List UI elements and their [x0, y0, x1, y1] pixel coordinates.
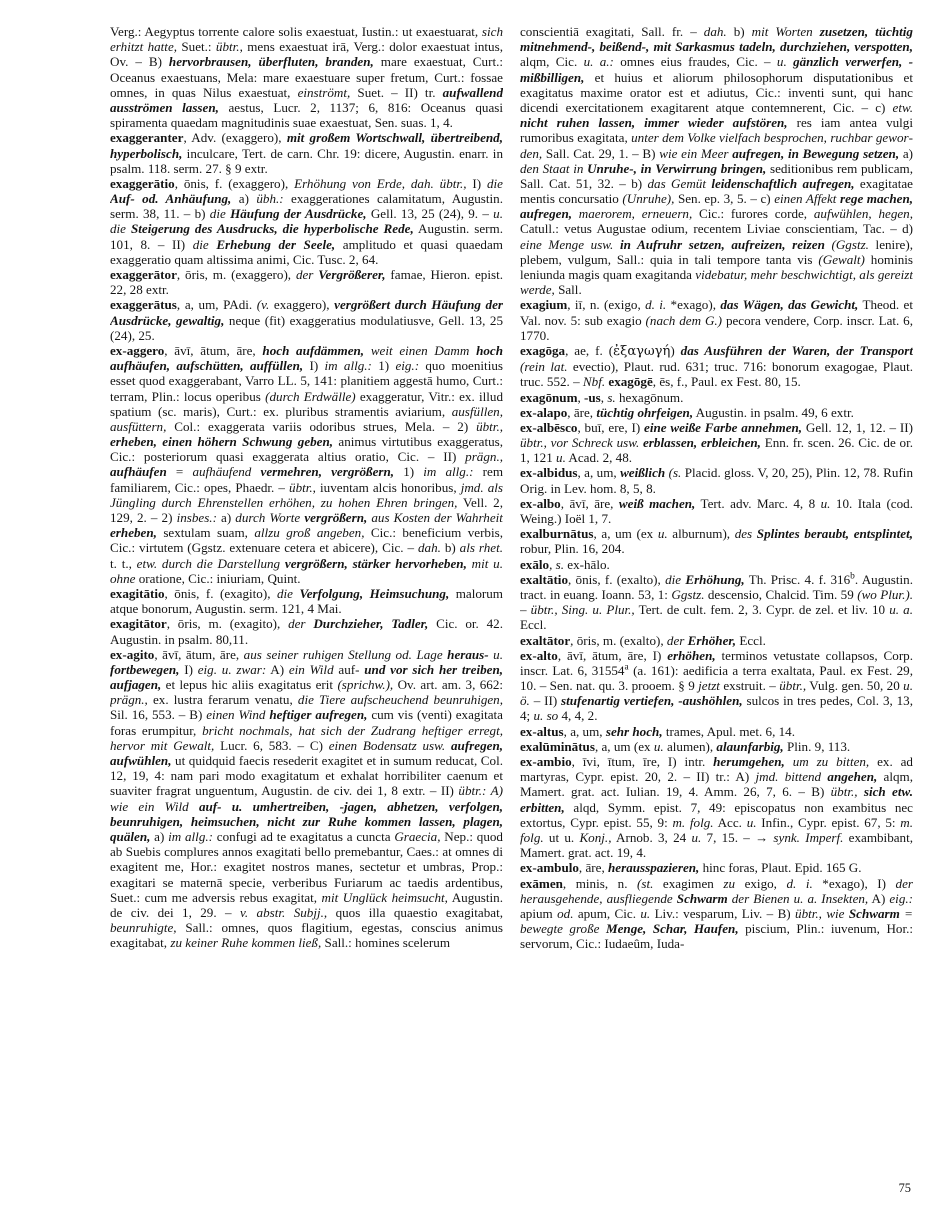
dictionary-entry: ex-ambulo, āre, herausspazieren, hinc foras, Plaut. Epid. 165 G. [520, 860, 862, 876]
dictionary-entry: ex-alto, āvī, ātum, āre, I) erhöhen, terminos vetustate collapsos, Corp. inscr. Lat. 6, 31554$^a$ (a. 161): aedificia a terra exaltata, Paul. ex Fest. 29, 10. – Sen. nat. qu. 3. prooem. § 9 jetzt exstruit. – übtr., Vulg. gen. 50, 20 u. ö. – II) stufenartig vertiefen, -aushöhlen, sulcos in tres pedes, Col. 3, 13, 4; u. so 4, 4, 2. [520, 647, 913, 724]
dictionary-entry: exaltātor, ōris, m. (exalto), der Erhöher, Eccl. [520, 632, 766, 648]
dictionary-entry: exaggeranter, Adv. (exaggero), mit großem Wortschwall, übertreibend, hyperbolisch, inculcare, Tert. de carn. Chr. 19: dicere, Augustin. enarr. in psalm. 118. serm. 27. § 9 extr. [110, 130, 503, 176]
left-column [110, 24, 503, 1176]
dictionary-entry: ex-aggero, āvī, ātum, āre, hoch aufdämmen, weit einen Damm hoch aufhäufen, aufschütten, auffüllen, I) im allg.: 1) eig.: quo moenitius esset quod exaggerabant, Varro LL. 5, 141: planitiem aggestā humo, Curt.: terram, Plin.: locus operibus (durch Erdwälle) exaggeratur, Vitr.: ex. illud spatium (sc. maris), Curt.: ex. pluribus stramentis aviarium, ausfüllen, ausfüttern, Col.: exaggerata variis odoribus strues, Mela. – 2) übtr., erheben, einen höhern Schwung geben, animus virtutibus exaggeratus, Cic.: posteriorum quasi exaggerata altius oratio, Cic. – II) prägn., aufhäufen = aufhäufend vermehren, vergrößern, 1) im allg.: rem familiarem, Cic.: opes, Phaedr. – übtr., iuventam alcis honoribus, jmd. als Jüngling durch Ehrenstellen erhöhen, zu hohen Ehren bringen, Vell. 2, 129, 2. – 2) insbes.: a) durch Worte vergrößern, aus Kosten der Wahrheit erheben, sextulam suam, allzu groß angeben, Cic.: beneficium verbis, Cic.: virtutem (Ggstz. extenuare cetera et abicere), Cic. – dah. b) als rhet. t. t., etw. durch die Darstellung vergrößern, stärker hervorheben, mit u. ohne oratione, Cic.: iniuriam, Quint. [110, 342, 503, 586]
dictionary-entry: exagōnum, -us, s. hexagōnum. [520, 389, 684, 405]
dictionary-entry: exaggerātus, a, um, PAdi. (v. exaggero), vergrößert durch Häufung der Ausdrücke, gewaltig, neque (fit) exaggeratius modulatiusve, Gell. 13, 25 (24), 25. [110, 297, 503, 343]
dictionary-entry: ex-albidus, a, um, weißlich (s. Placid. gloss. V, 20, 25), Plin. 12, 78. Rufin Orig. in Lev. hom. 8, 5, 8. [520, 465, 913, 496]
dictionary-entry: exagium, iī, n. (exigo, d. i. *exago), das Wägen, das Gewicht, Theod. et Val. nov. 5: sub exagio (nach dem G.) pecora vendere, Corp. inscr. Lat. 6, 1770. [520, 297, 913, 343]
dictionary-entry: exaltātio, ōnis, f. (exalto), die Erhöhung, Th. Prisc. 4. f. 316$^b$. Augustin. tract. in euang. Ioann. 53, 1: Ggstz. descensio, Chalcid. Tim. 59 (wo Plur.). – übtr., Sing. u. Plur., Tert. de cult. fem. 2, 3. Cypr. de zel. et liv. 10 u. a. Eccl. [520, 571, 913, 633]
dictionary-entry: exalūminātus, a, um (ex u. alumen), alaunfarbig, Plin. 9, 113. [520, 738, 851, 754]
dictionary-entry: ex-ambio, īvi, ītum, īre, I) intr. herumgehen, um zu bitten, ex. ad martyras, Cypr. epist. 20, 2. – II) tr.: A) jmd. bittend angehen, alqm, Mamert. grat. act. Iulian. 19, 4. Amm. 26, 7, 6. – B) übtr., sich etw. erbitten, alqd, Symm. epist. 7, 49: episcopatus non exambitus nec extortus, Cypr. epist. 55, 9: m. folg. Acc. u. Infin., Cypr. epist. 67, 5: m. folg. ut u. Konj., Arnob. 3, 24 u. 7, 15. – → synk. Imperf. exambibant, Mamert. grat. act. 19, 4. [520, 754, 913, 861]
page-columns [22, 24, 913, 1176]
dictionary-entry: ex-alapo, āre, tüchtig ohrfeigen, Augustin. in psalm. 49, 6 extr. [520, 404, 854, 420]
dictionary-entry: exalburnātus, a, um (ex u. alburnum), des Splintes beraubt, entsplintet, robur, Plin. 16, 204. [520, 526, 913, 557]
dictionary-entry: exagitātio, ōnis, f. (exagito), die Verfolgung, Heimsuchung, malorum atque bonorum, Augustin. serm. 121, 4 Mai. [110, 585, 503, 617]
dictionary-entry: ex-agito, āvī, ātum, āre, aus seiner ruhigen Stellung od. Lage heraus- u. fortbewegen, I) eig. u. zwar: A) ein Wild auf- und vor sich her treiben, aufjagen, et lepus hic aliis exagitatus erit (sprichw.), Ov. art. am. 3, 662: prägn., ex. lustra ferarum venatu, die Tiere aufscheuchend beunruhigen, Sil. 16, 553. – B) einen Wind heftiger aufregen, cum vis (venti) exagitata foras erumpitur, bricht nochmals, hat sich der Zudrang heftiger erregt, hervor mit Gewalt, Lucr. 6, 583. – C) einen Bodensatz usw. aufregen, aufwühlen, ut quidquid faecis resederit exagitet et in sumum reducat, Col. 12, 19, 4: nam pari modo exagitatum et exhalat horribiliter caenum et suaviter fragrat unguentum, Augustin. de civ. dei 1, 8 extr. – II) übtr.: A) wie ein Wild auf- u. umhertreiben, -jagen, abhetzen, verfolgen, beunruhigen, heimsuchen, nicht zur Ruhe kommen lassen, plagen, quälen, a) im allg.: confugi ad te exagitatus a cuncta Graecia, Nep.: quod ab Suebis complures annos exagitati bello premebantur, Caes.: at omnes di exagitent me, Hor.: exagitet nostros manes, sectetur et umbras, Prop.: exagitari se maternā specie, verberibus Furiarum ac taedis ardentibus, Suet.: cum me adversis rebus exagitat, mit Unglück heimsucht, Augustin. de civ. dei 1, 29. – v. abstr. Subjj., quos illa quaestio exagitabat, beunruhigte, Sall.: omnes, quos flagitium, egestas, conscius animus exagitabat, zu keiner Ruhe kommen ließ, Sall.: homines scelerum [110, 646, 503, 951]
dictionary-entry: Verg.: Aegyptus torrente calore solis exaestuat, Iustin.: ut exaestuarat, sich erhitzt hatte, Suet.: übtr., mens exaestuat irā, Verg.: dolor exaestuat intus, Ov. – B) hervorbrausen, überfluten, branden, mare exaestuat, Curt.: Oceanus exaestuans, Mela: mare exaestuare super fretum, Curt.: fossae omnes, in quas Nilus exaestuat, einströmt, Suet. – II) tr. aufwallend ausströmen lassen, aestus, Lucr. 2, 1137; 6, 816: Oceanus quasi spiramenta quaedam magnitudinis suae exaestuat, Sen. suas. 1, 4. [110, 24, 503, 131]
right-column [520, 24, 913, 1176]
dictionary-entry: ex-albēsco, buī, ere, I) eine weiße Farbe annehmen, Gell. 12, 1, 12. – II) übtr., vor Schreck usw. erblassen, erbleichen, Enn. fr. scen. 26. Cic. de or. 1, 121 u. Acad. 2, 48. [520, 419, 913, 466]
dictionary-entry: exālo, s. ex-hālo. [520, 556, 610, 572]
dictionary-entry: exāmen, minis, n. (st. exagimen zu exigo, d. i. *exago), I) der herausgehende, ausfliegende Schwarm der Bienen u. a. Insekten, A) eig.: apium od. apum, Cic. u. Liv.: vesparum, Liv. – B) übtr., wie Schwarm = bewegte große Menge, Schar, Haufen, piscium, Plin.: iuvenum, Hor.: servorum, Cic.: Iudaeûm, Iuda- [520, 875, 913, 952]
dictionary-entry: exagitātor, ōris, m. (exagito), der Durchzieher, Tadler, Cic. or. 42. Augustin. in psalm. 80,11. [110, 616, 503, 647]
dictionary-entry: exaggerātor, ōris, m. (exaggero), der Vergrößerer, famae, Hieron. epist. 22, 28 extr. [110, 267, 503, 298]
dictionary-entry: ex-altus, a, um, sehr hoch, trames, Apul. met. 6, 14. [520, 723, 795, 739]
dictionary-entry: exagōga, ae, f. (ἐξαγωγή) das Ausführen der Waren, der Transport (rein lat. evectio), Plaut. rud. 631; truc. 716: bonorum exagogae, Plaut. truc. 552. – Nbf. exagōgē, ēs, f., Paul. ex Fest. 80, 15. [520, 342, 913, 390]
dictionary-entry: conscientiā exagitati, Sall. fr. – dah. b) mit Worten zusetzen, tüchtig mitnehmend-, beißend-, mit Sarkasmus tadeln, durchziehen, verspotten, alqm, Cic. u. a.: omnes eius fraudes, Cic. – u. gänzlich verwerfen, -mißbilligen, et huius et aliorum philosophorum disputationibus et exagitatus maxime orator est et adiutus, Cic.: inventi sunt, qui hanc dicendi exercitationem exagitarent atque contemnerent, Cic. – c) etw. nicht ruhen lassen, immer wieder aufstören, res iam antea vulgi rumoribus exagitata, unter dem Volke vielfach besprochen, ruchbar geworden, Sall. Cat. 29, 1. – B) wie ein Meer aufregen, in Bewegung setzen, a) den Staat in Unruhe-, in Verwirrung bringen, seditionibus rem publicam, Sall. Cat. 51, 32. – b) das Gemüt leidenschaftlich aufregen, exagitatae mentis concursatio (Unruhe), Sen. ep. 3, 5. – c) einen Affekt rege machen, aufregen, maerorem, erneuern, Cic.: furores corde, aufwühlen, hegen, Catull.: vetus Augustae odium, recentem Liviae conscientiam, Tac. – d) eine Menge usw. in Aufruhr setzen, aufreizen, reizen (Ggstz. lenire), plebem, vulgum, Sall.: quia in tali tempore tanta vis (Gewalt) hominis leniunda magis quam exagitanda videbatur, mehr beschwichtigt, als gereizt werde, Sall. [520, 24, 913, 298]
dictionary-entry: exaggerātio, ōnis, f. (exaggero), Erhöhung von Erde, dah. übtr., I) die Auf- od. Anhäufung, a) übh.: exaggerationes calamitatum, Augustin. serm. 38, 11. – b) die Häufung der Ausdrücke, Gell. 13, 25 (24), 9. – u. die Steigerung des Ausdrucks, die hyperbolische Rede, Augustin. serm. 101, 8. – II) die Erhebung der Seele, amplitudo et quasi quaedam exaggeratio quam altissima animi, Cic. Tusc. 2, 64. [110, 175, 503, 267]
page-number: 75 [898, 1181, 911, 1195]
dictionary-entry: ex-albo, āvī, āre, weiß machen, Tert. adv. Marc. 4, 8 u. 10. Itala (cod. Weing.) Ioël 1, 7. [520, 495, 913, 526]
